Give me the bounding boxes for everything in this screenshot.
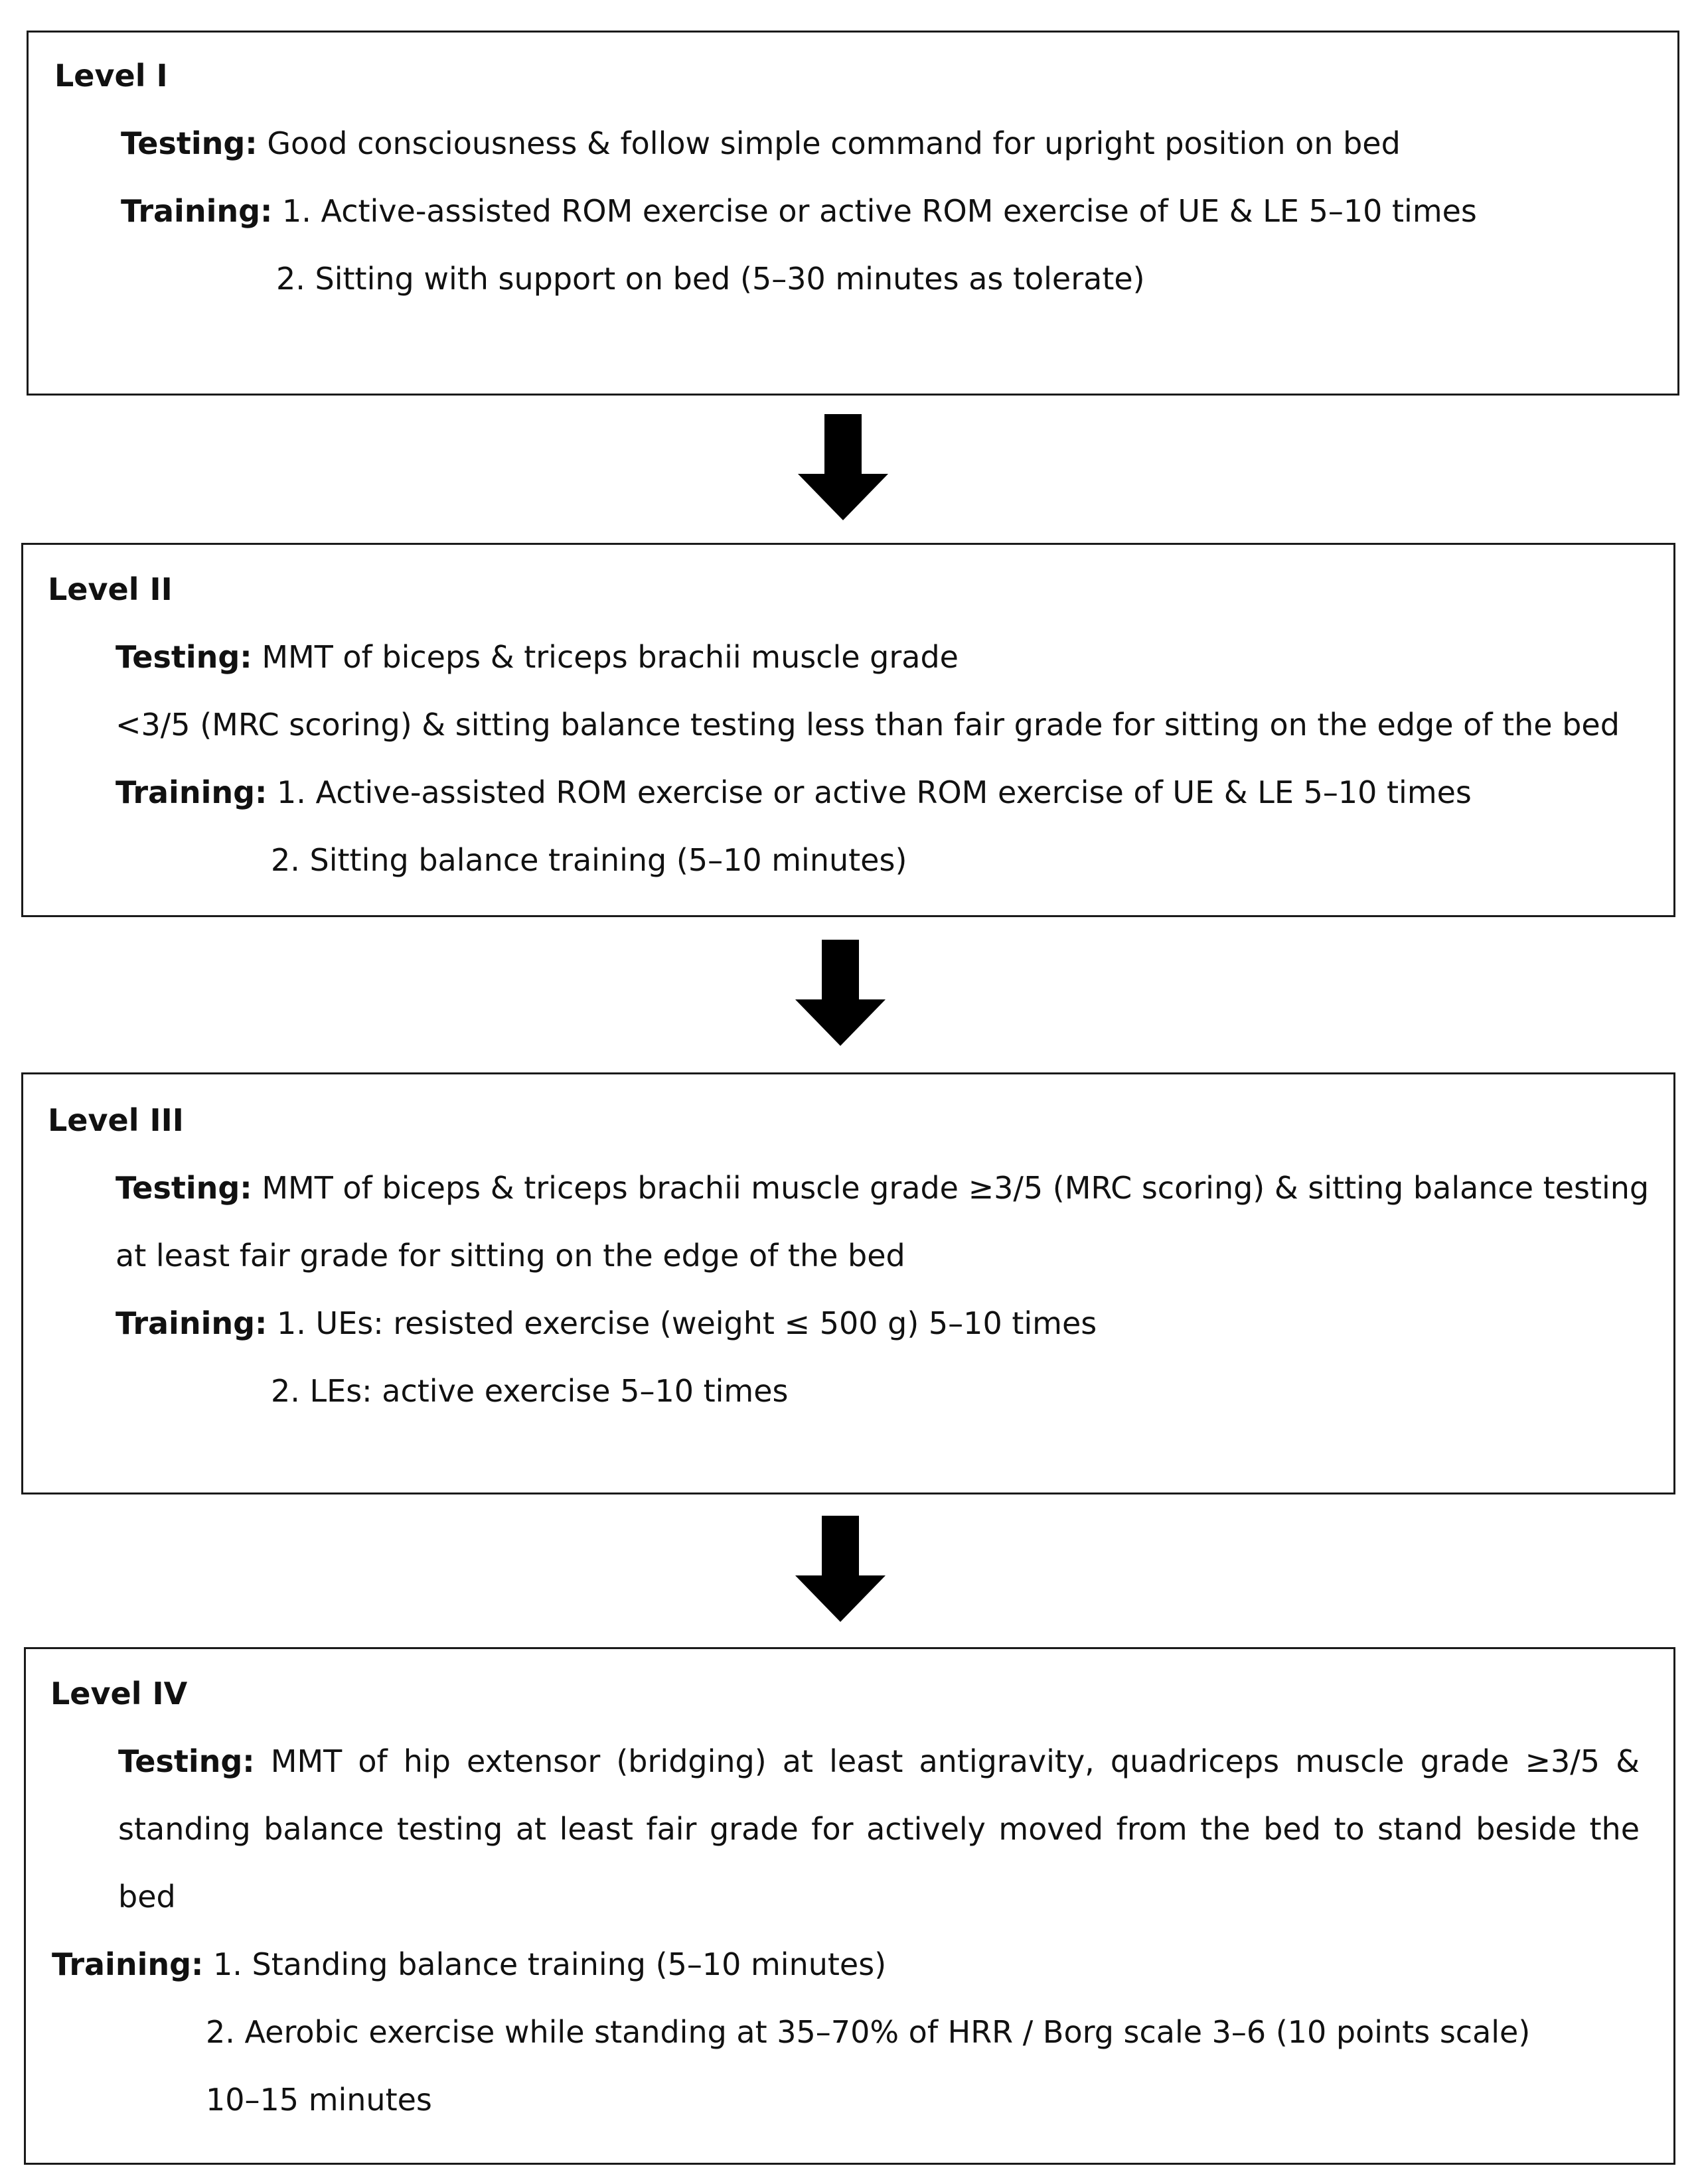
testing-text: MMT of hip extensor (bridging) at least antigravity, quadriceps muscle grade ≥3/5 & (270, 1743, 1640, 1779)
level-3-training (116, 1305, 1097, 1342)
training-label: Training: (116, 1305, 268, 1341)
level-4-testing (118, 1743, 1640, 1780)
training-label: Training: (121, 193, 273, 229)
training-item: 2. Aerobic exercise while standing at 35–70% of HRR / Borg scale 3–6 (10 points scale) (206, 2014, 1531, 2050)
testing-label: Testing: (116, 1170, 252, 1206)
level-2-testing (116, 638, 959, 676)
level-4-training (52, 1946, 886, 1983)
testing-label: Testing: (118, 1743, 255, 1779)
testing-label: Testing: (116, 639, 252, 675)
level-3-testing (116, 1169, 1649, 1206)
testing-text: MMT of biceps & triceps brachii muscle grade (262, 639, 959, 675)
training-item: 1. Active-assisted ROM exercise or active ROM exercise of UE & LE 5–10 times (282, 193, 1477, 229)
training-item: 1. UEs: resisted exercise (weight ≤ 500 g) 5–10 times (277, 1305, 1097, 1341)
testing-text: at least fair grade for sitting on the edge of the bed (116, 1238, 905, 1274)
testing-text: standing balance testing at least fair grade for actively moved from the bed to stand beside the (118, 1811, 1640, 1847)
down-arrow-icon (795, 1516, 886, 1622)
training-item: 2. LEs: active exercise 5–10 times (271, 1373, 789, 1409)
testing-label: Testing: (121, 125, 258, 161)
level-2-training (116, 774, 1472, 811)
training-label: Training: (52, 1946, 204, 1982)
testing-text: <3/5 (MRC scoring) & sitting balance testing less than fair grade for sitting on the edge of the bed (116, 707, 1620, 743)
training-item: 1. Standing balance training (5–10 minutes) (213, 1946, 887, 1982)
level-1-training (121, 192, 1477, 230)
level-3-box (21, 1072, 1675, 1494)
down-arrow-icon (798, 414, 888, 520)
level-1-testing (121, 125, 1401, 162)
testing-text: Good consciousness & follow simple command for upright position on bed (267, 125, 1401, 161)
training-item: 10–15 minutes (206, 2082, 432, 2118)
training-label: Training: (116, 774, 268, 810)
testing-text: bed (118, 1879, 176, 1915)
level-3-title: Level III (48, 1102, 184, 1138)
level-4-title: Level IV (50, 1676, 188, 1711)
level-1-title: Level I (54, 58, 168, 94)
testing-text: MMT of biceps & triceps brachii muscle grade ≥3/5 (MRC scoring) & sitting balance testing (262, 1170, 1650, 1206)
level-2-title: Level II (48, 571, 173, 607)
training-item: 1. Active-assisted ROM exercise or active ROM exercise of UE & LE 5–10 times (277, 774, 1472, 810)
down-arrow-icon (795, 940, 886, 1046)
training-item: 2. Sitting with support on bed (5–30 minutes as tolerate) (276, 261, 1145, 297)
training-item: 2. Sitting balance training (5–10 minutes) (271, 842, 907, 878)
